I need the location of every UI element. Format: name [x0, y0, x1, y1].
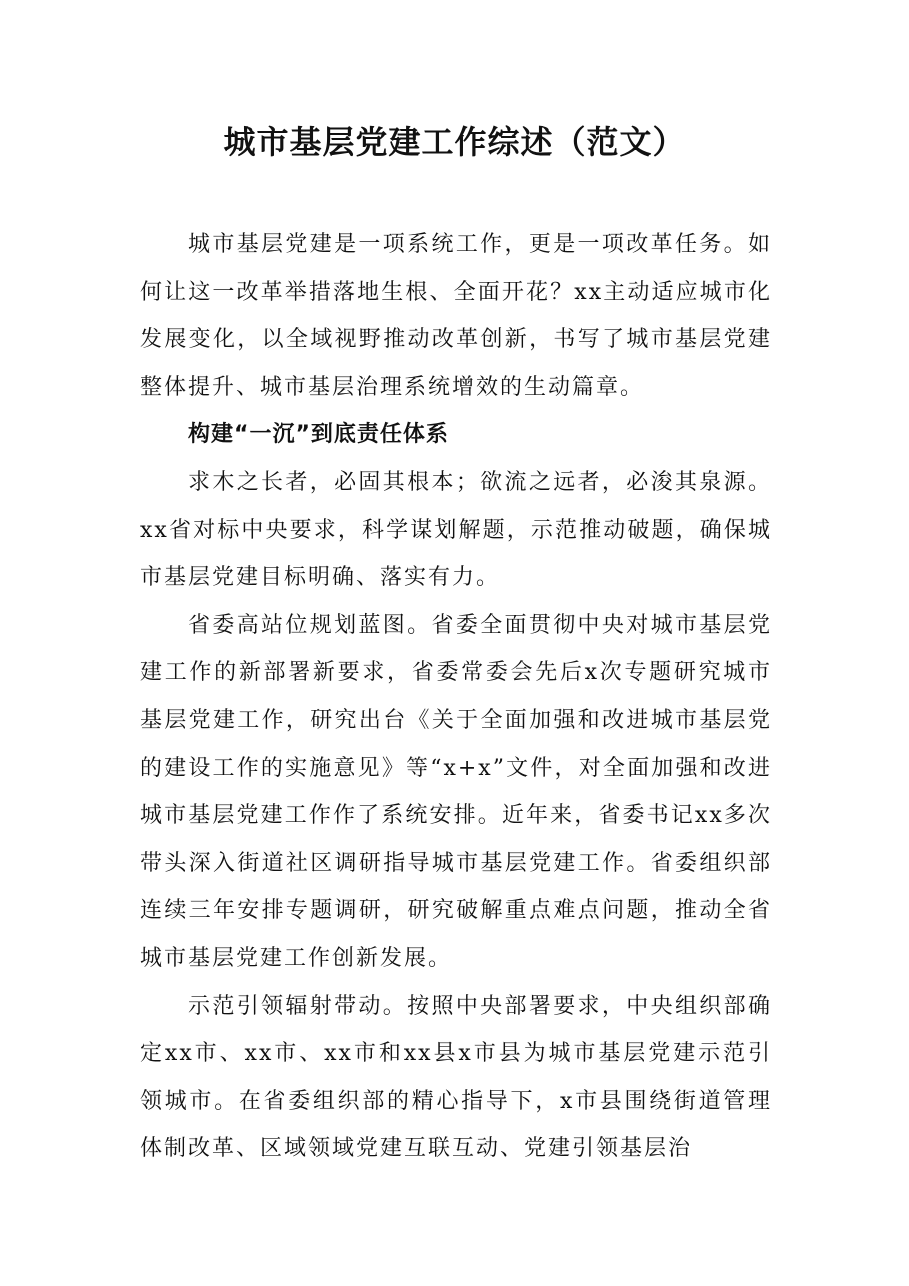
page-title: 城市基层党建工作综述（范文） — [223, 123, 686, 161]
paragraph-demonstration: 示范引领辐射带动。按照中央部署要求，中央组织部确定xx市、xx市、xx市和xx县x市县为城市基层党建示范引领城市。在省委组织部的精心指导下，x市县围绕街道管理体制改革、区域领域党建互联互动、党建引领基层治 — [140, 993, 772, 1162]
paragraph-provincial-committee: 省委高站位规划蓝图。省委全面贯彻中央对城市基层党建工作的新部署新要求，省委常委会先后x次专题研究城市基层党建工作，研究出台《关于全面加强和改进城市基层党的建设工作的实施意见》等“x+x”文件，对全面加强和改进城市基层党建工作作了系统安排。近年来，省委书记xx多次带头深入街道社区调研指导城市基层党建工作。省委组织部连续三年安排专题调研，研究破解重点难点问题，推动全省城市基层党建工作创新发展。 — [140, 612, 772, 971]
section-heading: 构建“一沉”到底责任体系 — [188, 422, 449, 448]
paragraph-intro: 城市基层党建是一项系统工作，更是一项改革任务。如何让这一改革举措落地生根、全面开花？xx主动适应城市化发展变化，以全域视野推动改革创新，书写了城市基层党建整体提升、城市基层治理系统增效的生动篇章。 — [140, 232, 772, 400]
paragraph-foundation: 求木之长者，必固其根本；欲流之远者，必浚其泉源。xx省对标中央要求，科学谋划解题，示范推动破题，确保城市基层党建目标明确、落实有力。 — [140, 469, 772, 591]
document-body — [140, 221, 772, 1173]
